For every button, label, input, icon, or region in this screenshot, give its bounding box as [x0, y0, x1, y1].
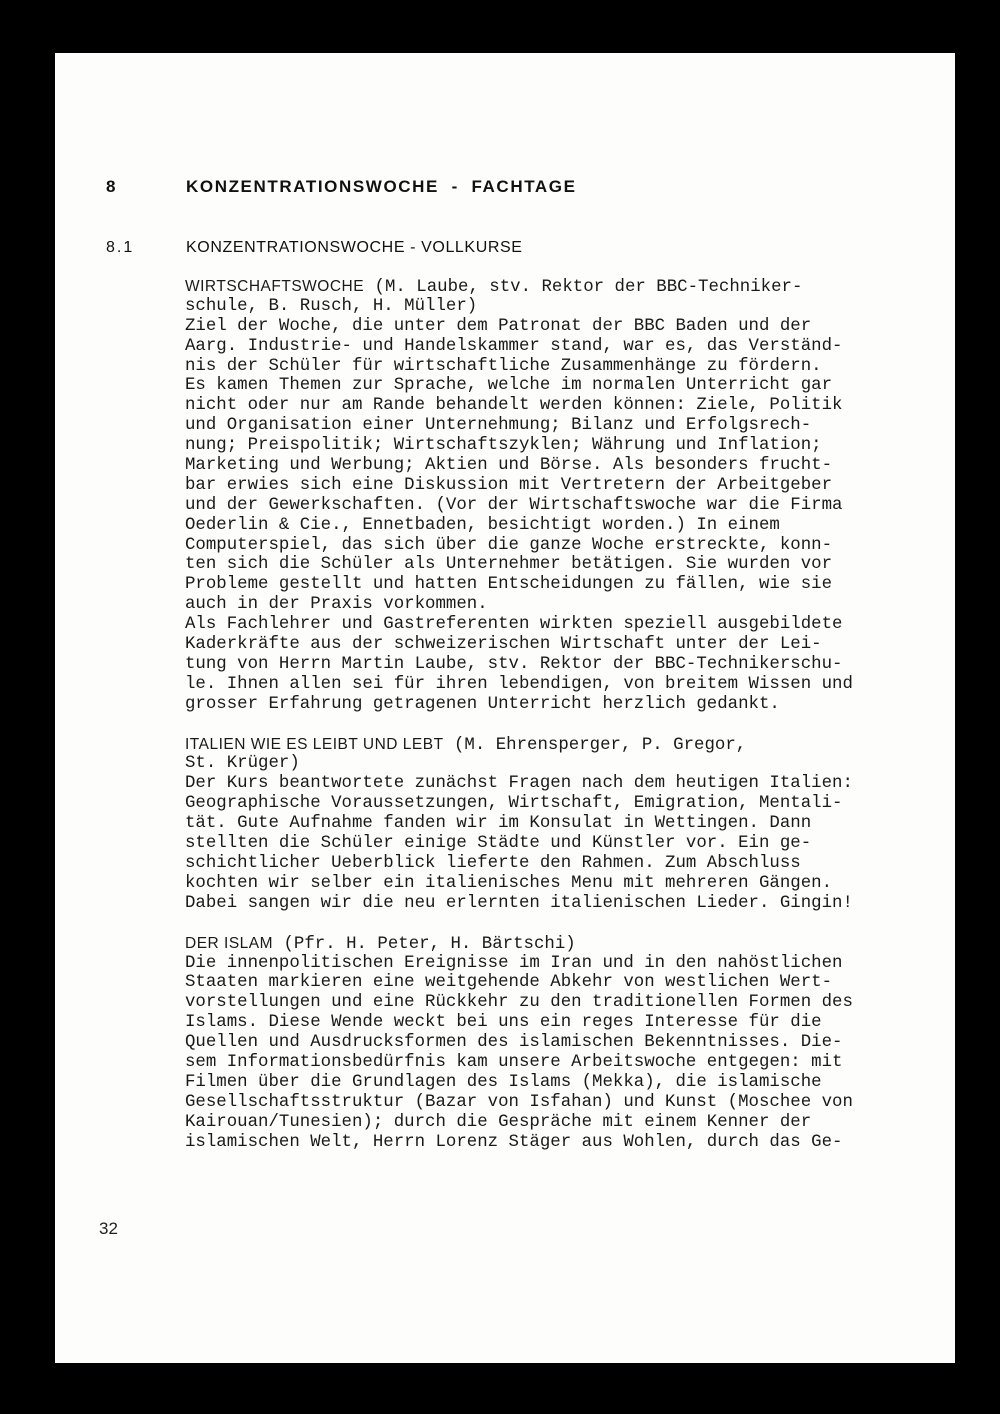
text-line: Filmen über die Grundlagen des Islams (Mekka), die islamische	[185, 1072, 822, 1092]
text-line: St. Krüger)	[185, 754, 300, 774]
text-line: sem Informationsbedürfnis kam unsere Arbeitswoche entgegen: mit	[185, 1052, 843, 1072]
text-line: schichtlicher Ueberblick lieferte den Rahmen. Zum Abschluss	[185, 853, 801, 873]
text-line: nicht oder nur am Rande behandelt werden können: Ziele, Politik	[185, 396, 843, 416]
course-heading-line	[185, 277, 945, 297]
text-line: Als Fachlehrer und Gastreferenten wirkten speziell ausgebildete	[185, 615, 843, 635]
chapter-number: 8	[106, 177, 116, 196]
text-line: Islams. Diese Wende weckt bei uns ein reges Interesse für die	[185, 1013, 822, 1033]
text-line: stellten die Schüler einige Städte und Künstler vor. Ein ge-	[185, 834, 812, 854]
text-line: Geographische Voraussetzungen, Wirtschaft, Emigration, Mentali-	[185, 794, 843, 814]
course-islam	[185, 934, 945, 1153]
course-title: DER ISLAM	[185, 934, 274, 952]
text-line: Quellen und Ausdrucksformen des islamischen Bekenntnisses. Die-	[185, 1033, 843, 1053]
text-line: Kaderkräfte aus der schweizerischen Wirtschaft unter der Lei-	[185, 635, 822, 655]
course-authors: (M. Laube, stv. Rektor der BBC-Techniker-	[364, 278, 803, 297]
text-line: ten sich die Schüler als Unternehmer betätigen. Sie wurden vor	[185, 555, 833, 575]
text-line: Es kamen Themen zur Sprache, welche im normalen Unterricht gar	[185, 376, 833, 396]
course-title: WIRTSCHAFTSWOCHE	[185, 278, 365, 295]
document-page	[55, 53, 955, 1363]
course-title: ITALIEN WIE ES LEIBT UND LEBT	[185, 735, 444, 753]
course-authors: (M. Ehrensperger, P. Gregor,	[443, 735, 747, 755]
text-line: Marketing und Werbung; Aktien und Börse. Als besonders frucht-	[185, 456, 833, 476]
text-line: und Organisation einer Unternehmung; Bilanz und Erfolgsrech-	[185, 416, 812, 436]
page-number: 32	[99, 1219, 118, 1238]
text-line: nung; Preispolitik; Wirtschaftszyklen; Währung und Inflation;	[185, 436, 822, 456]
text-line: tät. Gute Aufnahme fanden wir im Konsulat in Wettingen. Dann	[185, 814, 812, 834]
paragraph-gap	[185, 715, 945, 735]
chapter-title: KONZENTRATIONSWOCHE - FACHTAGE	[186, 177, 577, 196]
course-italien	[185, 735, 945, 914]
course-wirtschaftswoche	[185, 277, 945, 715]
text-line: tung von Herrn Martin Laube, stv. Rektor der BBC-Technikerschu-	[185, 654, 843, 674]
section-number: 8.1	[106, 239, 135, 256]
text-line: Computerspiel, das sich über die ganze Woche erstreckte, konn-	[185, 535, 833, 555]
course-text	[185, 754, 945, 913]
text-line: schule, B. Rusch, H. Müller)	[185, 296, 478, 316]
text-line: Die innenpolitischen Ereignisse im Iran und in den nahöstlichen	[185, 953, 843, 973]
course-text	[185, 954, 945, 1153]
course-authors: (Pfr. H. Peter, H. Bärtschi)	[273, 934, 576, 954]
text-line: Aarg. Industrie- und Handelskammer stand, war es, das Verständ-	[185, 336, 843, 356]
course-text	[185, 297, 945, 715]
text-line: nis der Schüler für wirtschaftliche Zusammenhänge zu fördern.	[185, 356, 822, 376]
text-line: auch in der Praxis vorkommen.	[185, 595, 488, 615]
text-line: Ziel der Woche, die unter dem Patronat der BBC Baden und der	[185, 316, 812, 336]
course-heading-line	[185, 934, 945, 954]
text-line: und der Gewerkschaften. (Vor der Wirtschaftswoche war die Firma	[185, 495, 843, 515]
text-line: Staaten markieren eine weitgehende Abkehr von westlichen Wert-	[185, 973, 833, 993]
text-line: bar erwies sich eine Diskussion mit Vertretern der Arbeitgeber	[185, 475, 833, 495]
text-line: kochten wir selber ein italienisches Menu mit mehreren Gängen.	[185, 873, 833, 893]
section-body	[185, 277, 945, 1152]
text-line: le. Ihnen allen sei für ihren lebendigen, von breitem Wissen und	[185, 674, 853, 694]
text-line: islamischen Welt, Herrn Lorenz Stäger aus Wohlen, durch das Ge-	[185, 1132, 843, 1152]
text-line: Dabei sangen wir die neu erlernten italienischen Lieder. Gingin!	[185, 893, 853, 913]
text-line: vorstellungen und eine Rückkehr zu den traditionellen Formen des	[185, 993, 853, 1013]
text-line: Kairouan/Tunesien); durch die Gespräche mit einem Kenner der	[185, 1112, 812, 1132]
text-line: Der Kurs beantwortete zunächst Fragen nach dem heutigen Italien:	[185, 774, 853, 794]
section-title: KONZENTRATIONSWOCHE - VOLLKURSE	[186, 239, 523, 256]
text-line: Probleme gestellt und hatten Entscheidungen zu fällen, wie sie	[185, 575, 833, 595]
text-line: grosser Erfahrung getragenen Unterricht herzlich gedankt.	[185, 694, 780, 714]
course-heading-line	[185, 735, 945, 755]
text-line: Oederlin & Cie., Ennetbaden, besichtigt worden.) In einem	[185, 515, 780, 535]
paragraph-gap	[185, 914, 945, 934]
text-line: Gesellschaftsstruktur (Bazar von Isfahan) und Kunst (Moschee von	[185, 1092, 853, 1112]
